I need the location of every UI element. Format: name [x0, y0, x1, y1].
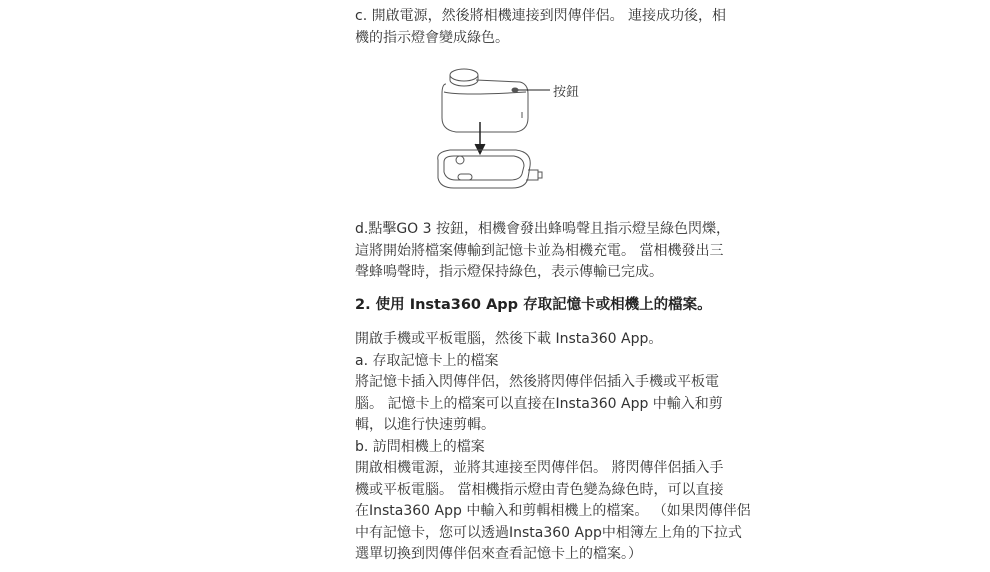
body-line-9: 在Insta360 App 中輸入和剪輯相機上的檔案。 （如果閃傳伴侶 — [355, 503, 751, 519]
body-line-11: 選單切換到閃傳伴侶來查看記憶卡上的檔案。） — [355, 546, 642, 562]
camera-dial — [450, 69, 478, 81]
body-line-4: 腦。 記憶卡上的檔案可以直接在Insta360 App 中輸入和剪 — [355, 395, 723, 412]
body-line-2: a. 存取記憶卡上的檔案 — [355, 352, 499, 369]
section-2-body — [355, 329, 755, 566]
step-d-paragraph — [355, 219, 755, 284]
step-d-line-2: 這將開始將檔案傳輸到記憶卡並為相機充電。 當相機發出三 — [355, 242, 724, 259]
section-2-heading: 2. 使用 Insta360 App 存取記憶卡或相機上的檔案。 — [355, 297, 712, 313]
body-line-3: 將記憶卡插入閃傳伴侶，然後將閃傳伴侶插入手機或平板電 — [355, 374, 719, 390]
body-line-8: 機或平板電腦。 當相機指示燈由青色變為綠色時，可以直接 — [355, 481, 724, 498]
camera-button — [512, 88, 518, 92]
step-c-line-1: c. 開啟電源，然後將相機連接到閃傳伴侶。 連接成功後，相 — [355, 8, 727, 24]
step-c-paragraph — [355, 6, 755, 49]
step-d-line-3: 聲蜂鳴聲時，指示燈保持綠色，表示傳輸已完成。 — [355, 264, 663, 280]
body-line-5: 輯，以進行快速剪輯。 — [355, 417, 495, 433]
body-line-10: 中有記憶卡，您可以透過Insta360 App中相簿左上角的下拉式 — [355, 524, 742, 541]
button-callout-label: 按鈕 — [553, 85, 580, 100]
step-d-line-1: d.點擊GO 3 按鈕，相機會發出蜂鳴聲且指示燈呈綠色閃爍， — [355, 221, 731, 237]
body-line-6: b. 訪問相機上的檔案 — [355, 438, 485, 455]
section-2 — [355, 294, 755, 316]
body-line-1: 開啟手機或平板電腦，然後下載 Insta360 App。 — [355, 331, 663, 347]
body-line-7: 開啟相機電源，並將其連接至閃傳伴侶。 將閃傳伴侶插入手 — [355, 460, 724, 476]
step-c-line-2: 機的指示燈會變成綠色。 — [355, 29, 509, 46]
